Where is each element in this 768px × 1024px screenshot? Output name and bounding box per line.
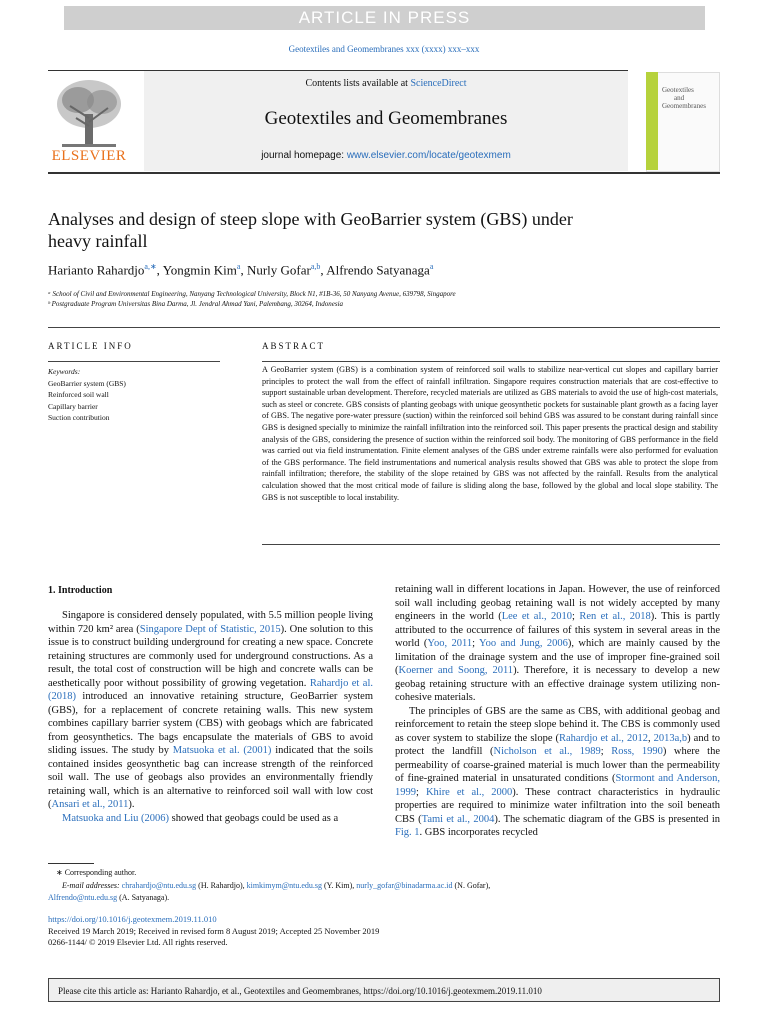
body-text: . GBS incorporates recycled: [419, 827, 538, 838]
citation-link[interactable]: Matsuoka et al. (2001): [172, 745, 272, 756]
body-text: Singapore is considered densely populated, with 5.5 million people living within 720 km² area (: [48, 610, 373, 635]
author-affil-marker[interactable]: a,b: [310, 262, 321, 271]
abstract-bottom-rule: [262, 544, 720, 545]
citation-link[interactable]: Fig. 1: [395, 827, 420, 838]
email-addresses-cont: [48, 892, 668, 905]
body-text: ;: [600, 746, 612, 757]
author-name: Yongmin Kim: [162, 262, 237, 278]
article-title: [48, 208, 648, 252]
corresponding-author-note: ∗ Corresponding author.: [56, 868, 137, 877]
paragraph: [395, 583, 720, 705]
author-affil-marker[interactable]: a: [429, 262, 434, 271]
body-text: ). This is partly attributed to the occurrence of failures of this system in several areas in the world (: [395, 611, 720, 649]
body-text: retaining wall in different locations in Japan. However, the use of reinforced soil wall including geobag retaining wall is not widely accepted by many engineers in the world (: [395, 584, 720, 622]
footnote-rule: [48, 863, 94, 864]
body-text: ), which are mainly caused by the limitation of the drainage system and the use of improper fine-grained soil (: [395, 638, 720, 676]
journal-homepage: [144, 150, 628, 161]
citation-link[interactable]: Rahardjo et al. (2018): [48, 677, 373, 702]
citation-link[interactable]: 2013a,b: [653, 732, 688, 744]
homepage-link[interactable]: www.elsevier.com/locate/geotexmem: [346, 150, 511, 161]
homepage-prefix: journal homepage:: [261, 150, 347, 161]
paragraph: [48, 609, 373, 812]
email-owner: (N. Gofar),: [452, 880, 491, 890]
contents-prefix: Contents lists available at: [305, 78, 411, 89]
body-text: ) where the permeability of coarse-grained material is much lower than the permeability of fine-grained material in unsaturated conditions (: [395, 746, 720, 784]
cover-line: Geomembranes: [662, 102, 706, 110]
abstract-heading: ABSTRACT: [262, 341, 326, 351]
author-name: Nurly Gofar: [246, 262, 311, 278]
right-column: [395, 583, 720, 840]
journal-cover-stripe: [646, 72, 658, 170]
body-text: ). One solution to this issue is to construct building underground for creating a new space. Concrete retaining structures are commonly used for underground constructions. As a result, the total cost of construction will be high and concrete walls can be aesthetically poor without possibility of growing vegetation.: [48, 623, 373, 689]
citation-box: Please cite this article as: Harianto Rahardjo, et al., Geotextiles and Geomembranes, https://doi.org/10.1016/j.geotexmem.2019.11.010: [48, 978, 720, 1002]
citation-link[interactable]: Matsuoka and Liu (2006): [62, 812, 170, 824]
title-line-2: heavy rainfall: [48, 231, 148, 251]
copyright-line: 0266-1144/ © 2019 Elsevier Ltd. All rights reserved.: [48, 937, 228, 947]
doi-block: [48, 914, 379, 949]
left-column: [48, 609, 373, 825]
citation-link[interactable]: Yoo and Jung, 2006: [479, 638, 568, 649]
keyword: Reinforced soil wall: [48, 390, 109, 399]
keyword: Suction contribution: [48, 413, 110, 422]
email-link[interactable]: chrahardjo@ntu.edu.sg: [121, 880, 197, 890]
received-dates: Received 19 March 2019; Received in revised form 8 August 2019; Accepted 25 November 2019: [48, 925, 380, 936]
journal-cover-title: [662, 86, 716, 110]
citation-link[interactable]: Ren et al., 2018: [579, 611, 651, 622]
email-owner: (Y. Kim),: [321, 880, 357, 890]
body-text: ;: [416, 786, 426, 798]
email-label: E-mail addresses:: [62, 880, 122, 890]
citation-link[interactable]: Stormont and Anderson, 1999: [395, 773, 720, 798]
contents-line: [144, 78, 628, 89]
email-link[interactable]: Alfrendo@ntu.edu.sg: [48, 893, 118, 902]
section-rule: [48, 327, 720, 328]
article-in-press-banner: ARTICLE IN PRESS: [64, 6, 705, 30]
journal-title: Geotextiles and Geomembranes: [264, 108, 508, 129]
affiliation-b: ᵇ Postgraduate Program Universitas Bina Darma, Jl. Jendral Ahmad Yani, Palembang, 30264, Indonesia: [48, 300, 344, 308]
citation-link[interactable]: Nicholson et al., 1989: [493, 746, 601, 757]
author-list: Harianto Rahardjo$^{a,∗}$, Yongmin Kim$^a$, Nurly Gofar$^{a,b}$, Alfrendo Satyanaga$^a$: [48, 262, 434, 278]
email-addresses: [48, 880, 668, 893]
email-owner: (A. Satyanaga).: [117, 893, 170, 902]
citation-link[interactable]: Ansari et al., 2011: [51, 799, 129, 810]
citation-link[interactable]: Khire et al., 2000: [425, 786, 513, 798]
email-link[interactable]: nurly_gofar@binadarma.ac.id: [356, 880, 453, 890]
header-rule-bottom: [48, 172, 720, 174]
body-text: ;: [472, 638, 480, 649]
citation-link[interactable]: Koerner and Soong, 2011: [398, 665, 514, 676]
keywords-block: [48, 366, 248, 424]
section-heading-introduction: 1. Introduction: [48, 585, 113, 596]
article-info-heading: ARTICLE INFO: [48, 341, 133, 351]
affiliation-a: ᵃ School of Civil and Environmental Engineering, Nanyang Technological University, Block N1, #1B-36, 50 Nanyang Avenue, 639798, Singapore: [48, 290, 456, 298]
abstract-rule: [262, 361, 720, 362]
body-text: ). Therefore, it is necessary to develop a new geobag retaining structure with an effective drainage system utilizing non-cohesive materials.: [395, 665, 720, 703]
cover-line: Geotextiles: [662, 86, 694, 94]
body-text: The principles of GBS are the same as CBS, with additional geobag and reinforcement to retain the steep slope behind it. The CBS is commonly used as cover system to stabilize the slope (: [395, 705, 720, 744]
keyword: GeoBarrier system (GBS): [48, 378, 126, 388]
paragraph: [395, 705, 720, 840]
elsevier-wordmark: ELSEVIER: [51, 148, 127, 164]
body-text: introduced an innovative retaining structure, GeoBarrier system (GBS), for a replacement of concrete retaining walls. This new system combines capillary barrier system (CBS) with geobags which are fabricated from geosynthetics. The bags encapsulate the materials of GBS to avoid sliding issues. The study by: [48, 691, 373, 756]
sciencedirect-link[interactable]: ScienceDirect: [410, 78, 467, 89]
article-info-rule: [48, 361, 220, 362]
keyword: Capillary barrier: [48, 401, 98, 411]
doi-link[interactable]: https://doi.org/10.1016/j.geotexmem.2019.11.010: [48, 914, 217, 924]
abstract-text: A GeoBarrier system (GBS) is a combination system of reinforced soil walls to stabilize near-vertical cut slopes and capillary barrier principles to protect the wall from the effect of rainfall infiltration. Singapore requires construction materials that are cost-effective to support sustainable urban development. Therefore, recycled materials are utilized as GBS materials to avoid the use of high-cost materials, such as steel or concrete. GBS consists of planting geobags with unique geosynthetic pockets for sustainable plant growth as a facing layer of GBS. The negative pore-water pressure (suction) within the reinforced soil behind GBS was assured to be constant during rainfall since GBS is designed specially to minimize the rainfall infiltration into the reinforced soil. This paper presents the practical design and stability analysis of the GBS, considering the presence of suction within the reinforced soil body. The monitoring of GBS performance in the field was carried out via field instrumentation. Finite element analyses of the GBS under extreme rainfalls were also performed for evaluation of the GBS performance. The field instrumentations and numerical analysis results showed that GBS was able to protect the slope from rainfall infiltration; therefore, the stability of the slope retained by GBS was not affected by the rainfall. Results from the analytical calculation showed that the most critical mode of failure is sliding along the base, followed by the global and local slope stability. The GBS is not susceptible to local instability.: [262, 365, 718, 502]
body-text: ).: [128, 799, 135, 810]
title-line-1: Analyses and design of steep slope with GeoBarrier system (GBS) under: [48, 209, 573, 229]
footnotes: [48, 867, 668, 905]
paragraph: [48, 812, 373, 826]
body-text: showed that geobags could be used as a: [169, 812, 339, 824]
body-text: indicated that the soils contained insides geosynthetic bag can increase strength of the reinforced soil wall. The use of geobags also provides an environmentally friendly retaining wall, which is an alternative to reinforced soil wall with low cost (: [48, 745, 374, 810]
citation-link[interactable]: Singapore Dept of Statistic, 2015: [139, 623, 281, 635]
body-text: ;: [572, 611, 580, 622]
author-affil-marker[interactable]: a,∗: [144, 262, 157, 271]
author-name: Alfrendo Satyanaga: [326, 262, 430, 278]
email-owner: (H. Rahardjo),: [196, 880, 247, 890]
body-text: ). These contract characteristics in hydraulic properties are required to minimize water infiltration into the soil beneath CBS (: [395, 786, 721, 825]
email-link[interactable]: kimkimym@ntu.edu.sg: [246, 880, 322, 890]
body-text: ,: [647, 732, 654, 744]
author-name: Harianto Rahardjo: [48, 262, 145, 278]
keywords-label: Keywords:: [48, 367, 81, 376]
author-affil-marker[interactable]: a: [236, 262, 241, 271]
citation-link[interactable]: Yoo, 2011: [427, 638, 473, 649]
journal-reference[interactable]: Geotextiles and Geomembranes xxx (xxxx) xxx–xxx: [288, 44, 480, 54]
body-text: ). The schematic diagram of the GBS is presented in: [494, 813, 720, 825]
body-text: ) and to protect the landfill (: [395, 732, 721, 757]
citation-link[interactable]: Tami et al., 2004: [421, 813, 495, 825]
citation-link[interactable]: Rahardjo et al., 2012: [559, 732, 648, 744]
cover-line: and: [674, 94, 685, 102]
citation-link[interactable]: Ross, 1990: [611, 746, 663, 757]
citation-link[interactable]: Lee et al., 2010: [501, 611, 573, 622]
